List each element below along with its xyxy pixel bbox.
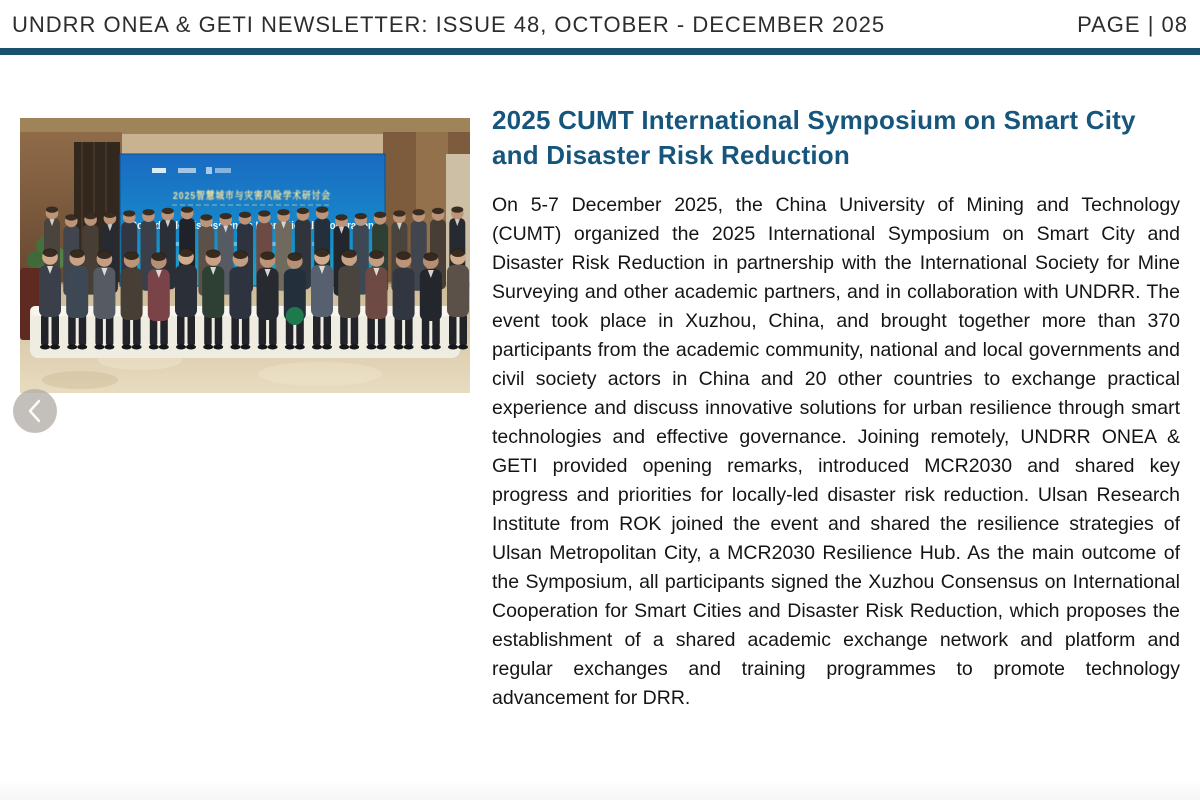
- chevron-left-icon: [13, 389, 57, 433]
- page-bottom-shade: [0, 780, 1200, 800]
- screen-subtitle: Roundtable Discussion Cooperation: [130, 220, 375, 232]
- page-number: PAGE | 08: [1077, 12, 1188, 37]
- participants-group: [30, 206, 469, 358]
- event-photo: [20, 118, 470, 393]
- newsletter-title: UNDRR ONEA & GETI NEWSLETTER: ISSUE 48, OCTOBER - DECEMBER 2025: [12, 12, 886, 37]
- screen-title-cn: 2025智慧城市与灾害风险学术研讨会: [173, 191, 357, 202]
- article: [492, 103, 1180, 713]
- ceiling: [20, 118, 470, 134]
- prev-page-button[interactable]: [13, 389, 57, 433]
- event-photo-illustration: [20, 118, 470, 393]
- article-body: On 5-7 December 2025, the China University of Mining and Technology (CUMT) organized the 2025 International Symposium on Smart City and Disaster Risk Reduction in partnership with the International Society for Mine Surveying and other academic partners, and in collaboration with UNDRR. The event took place in Xuzhou, China, and brought together more than 370 participants from the academic community, national and local governments and civil society actors in China and 20 other countries to exchange practical experience and discuss innovative solutions for urban resilience through smart technologies and effective governance. Joining remotely, UNDRR ONEA & GETI provided opening remarks, introduced MCR2030 and shared key progress and priorities for locally-led disaster risk reduction. Ulsan Research Institute from ROK joined the event and shared the resilience strategies of Ulsan Metropolitan City, a MCR2030 Resilience Hub. As the main outcome of the Symposium, all participants signed the Xuzhou Consensus on International Cooperation for Smart Cities and Disaster Risk Reduction, which proposes the establishment of a shared academic exchange network and platform and regular exchanges and training programmes to promote technology advancement for DRR.: [492, 194, 1180, 709]
- header-divider: [0, 48, 1200, 55]
- article-heading: 2025 CUMT International Symposium on Smart City and Disaster Risk Reduction: [492, 105, 1136, 170]
